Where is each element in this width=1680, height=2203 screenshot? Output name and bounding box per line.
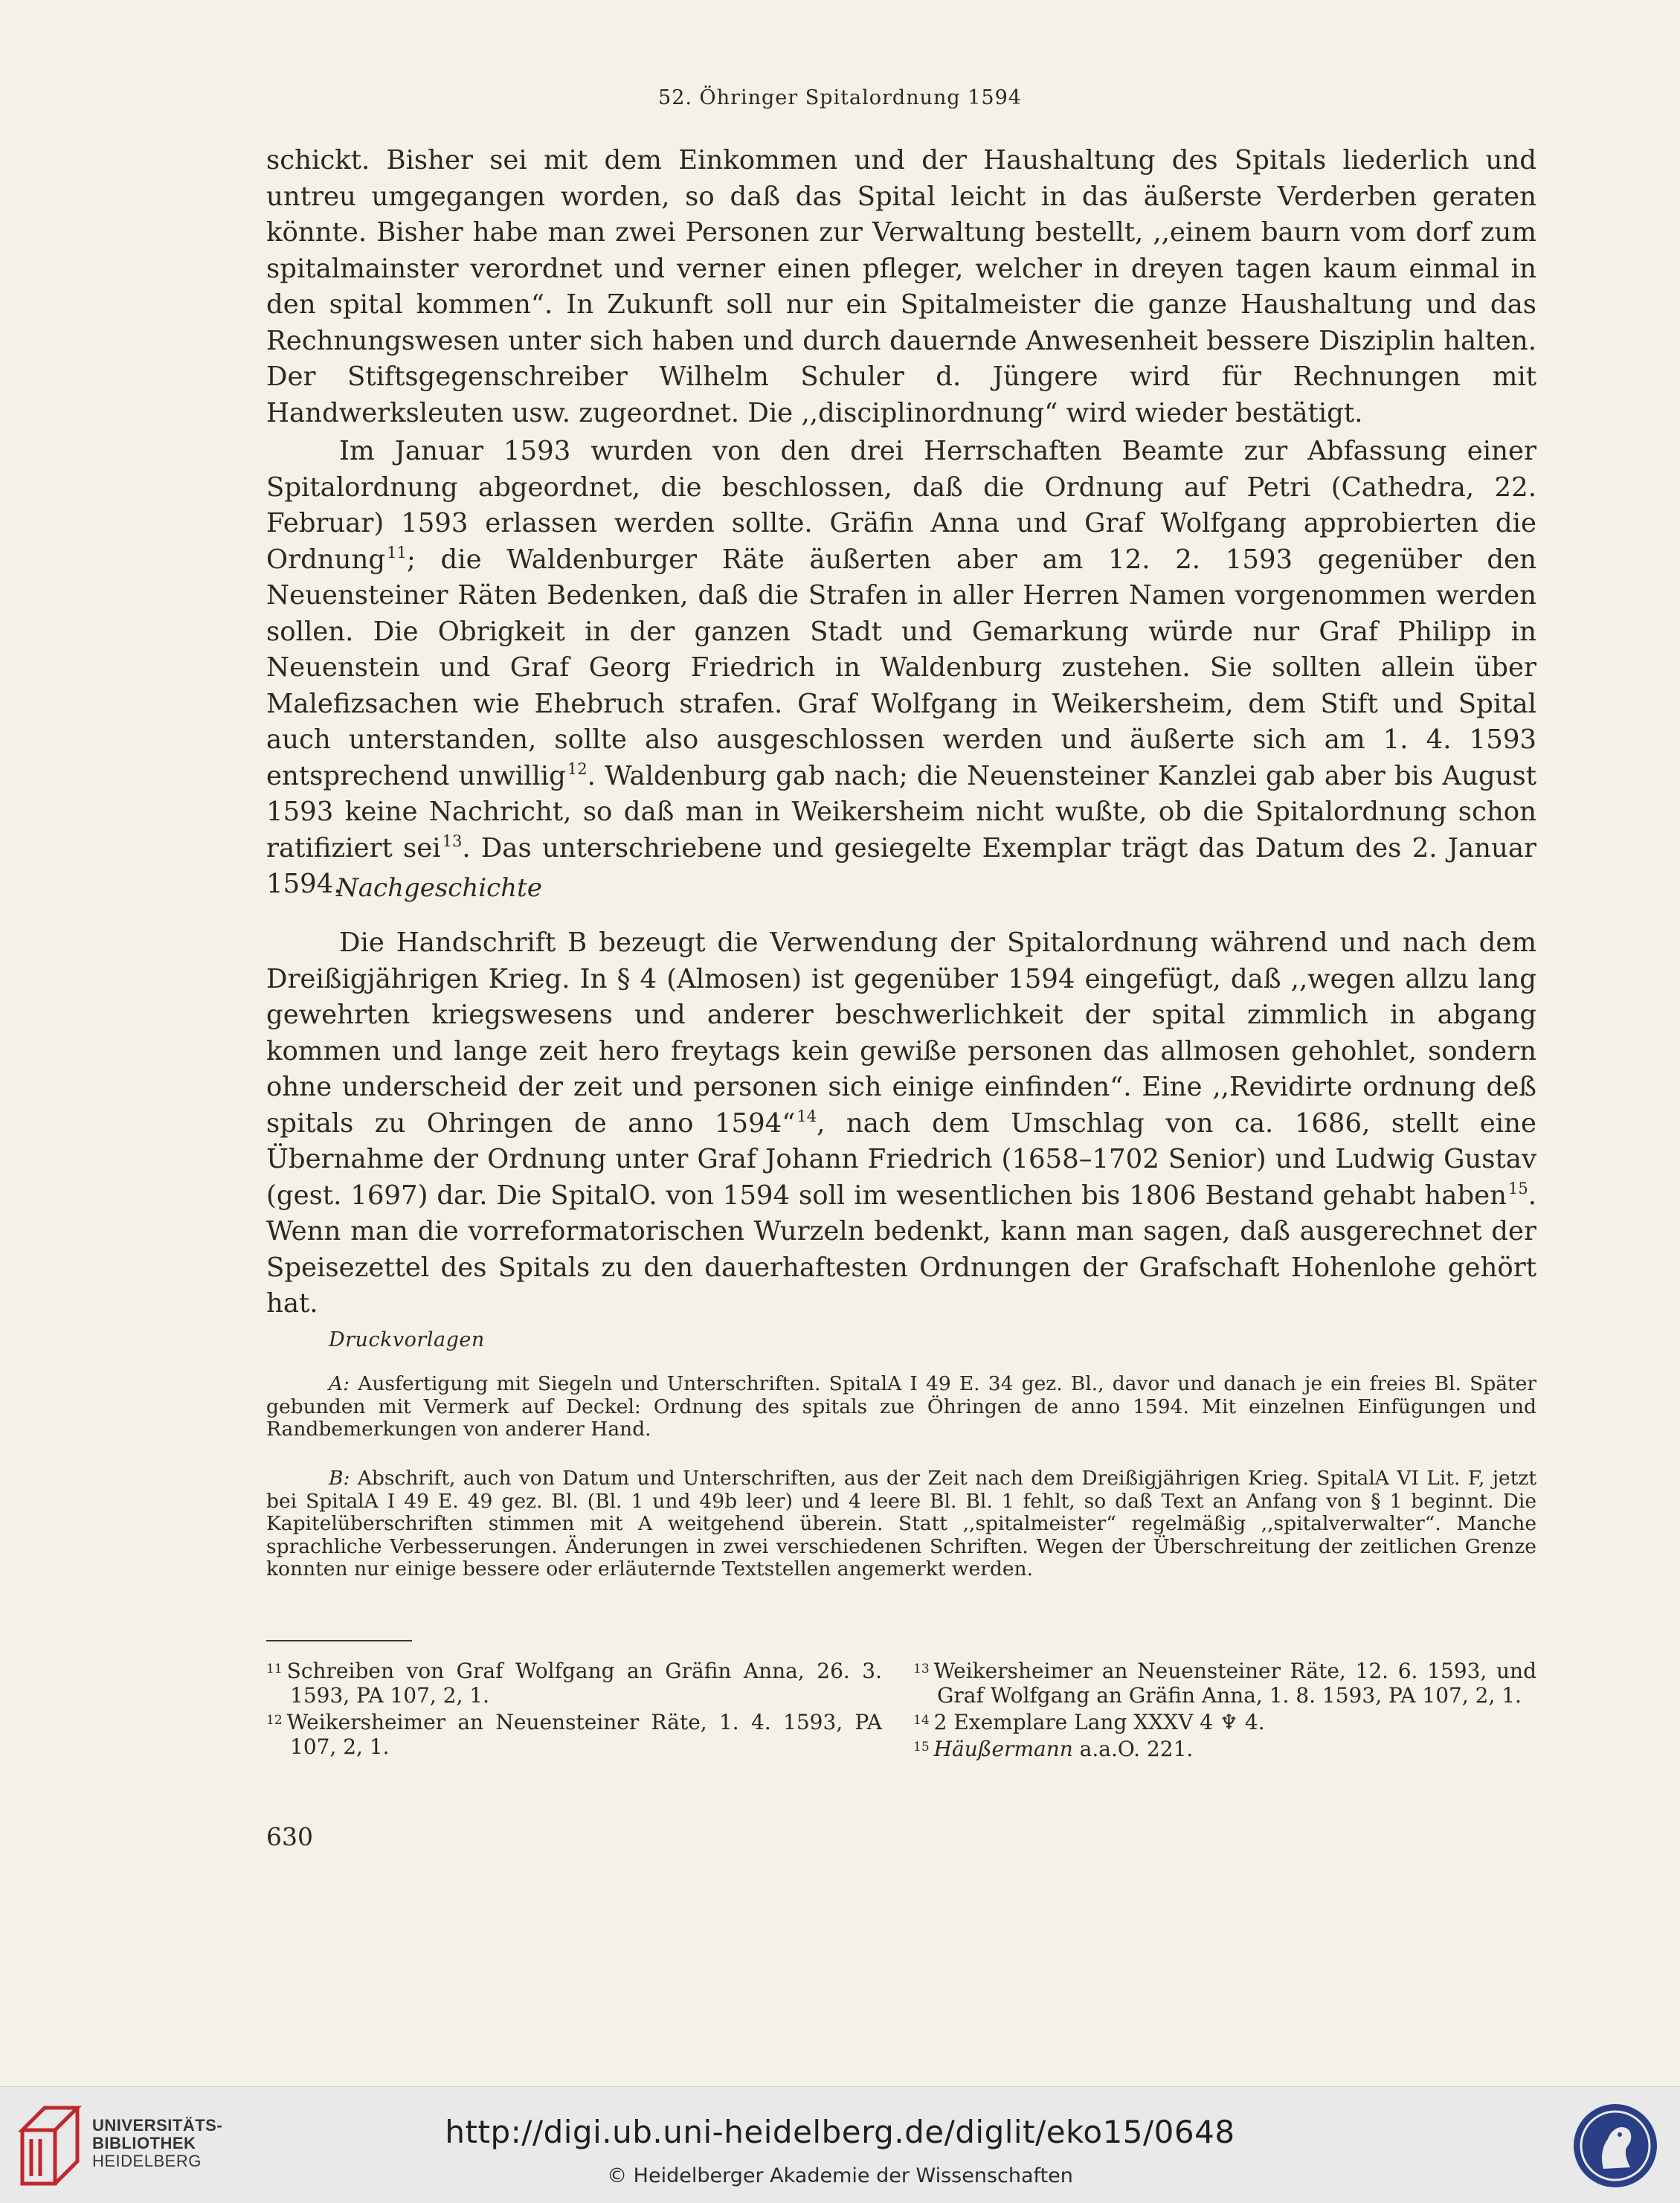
text-run: . Wenn man die vorreformatorischen Wurzeln bedenkt, kann man sagen, daß ausgerechnet der Speisezettel des Spitals zu den dauerhaftesten Ordnungen der Grafschaft Hohenlohe gehört hat. xyxy=(266,1180,1536,1319)
footnote-divider xyxy=(266,1640,412,1641)
permalink-url[interactable]: http://digi.ub.uni-heidelberg.de/diglit/eko15/0648 xyxy=(445,2114,1235,2150)
footnote-12 xyxy=(266,1710,882,1759)
university-seal-icon xyxy=(1571,2100,1660,2191)
paragraph-text xyxy=(266,925,1536,1322)
footnote-number: 11 xyxy=(266,1662,283,1676)
text-run: Im Januar 1593 wurden von den drei Herrschaften Beamte zur Abfassung einer Spitalordnung abgeordnet, die beschlossen, daß die Ordnung auf Petri (Cathedra, 22. Februar) 1593 erlassen werden sollte. Gräfin Anna und Graf Wolfgang approbierten die Ordnung xyxy=(266,436,1536,575)
page-number: 630 xyxy=(266,1822,313,1851)
text-run: . Waldenburg gab nach; die Neuensteiner Kanzlei gab aber bis August 1593 keine Nachricht, so daß man in Weikersheim nicht wußte, ob die Spitalordnung schon ratifiziert sei xyxy=(266,760,1536,863)
copyright-notice: © Heidelberger Akademie der Wissenschaften xyxy=(607,2164,1073,2187)
footnote-14 xyxy=(913,1710,1536,1734)
paragraph-spitalordnung-1593 xyxy=(266,434,1536,903)
paragraph-nachgeschichte xyxy=(266,925,1536,1322)
text-run: ; die Waldenburger Räte äußerten aber am 12. 2. 1593 gegenüber den Neuensteiner Räten Bedenken, daß die Strafen in aller Herren Namen vorgenommen werden sollen. Die Obrigkeit in der ganzen Stadt und Gemarkung würde nur Graf Philipp in Neuenstein und Graf Georg Friedrich in Waldenburg zustehen. Sie sollten allein über Malefizsachen wie Ehebruch strafen. Graf Wolfgang in Weikersheim, dem Stift und Spital auch unterstanden, sollte also ausgeschlossen werden und äußerte sich am 1. 4. 1593 entsprechend unwillig xyxy=(266,544,1536,791)
footnote-text: 2 Exemplare Lang XXXV 4 ♆ 4. xyxy=(933,1710,1265,1734)
druckvorlagen-heading: Druckvorlagen xyxy=(329,1328,485,1351)
footnote-ref-11[interactable]: 11 xyxy=(387,543,407,562)
footnote-text: Weikersheimer an Neuensteiner Räte, 1. 4. 1593, PA 107, 2, 1. xyxy=(286,1710,882,1759)
footnotes-left-column xyxy=(266,1659,882,1761)
intro-paragraph xyxy=(266,143,1536,431)
text-run: , nach dem Umschlag von ca. 1686, stellt eine Übernahme der Ordnung unter Graf Johann Friedrich (1658–1702 Senior) und Ludwig Gustav (gest. 1697) dar. Die SpitalO. von 1594 soll im wesentlichen bis 1806 Bestand gehabt haben xyxy=(266,1107,1536,1211)
intro-text: schickt. Bisher sei mit dem Einkommen und der Haushaltung des Spitals liederlich und untreu umgegangen worden, so daß das Spital leicht in das äußerste Verderben geraten könnte. Bisher habe man zwei Personen zur Verwaltung bestellt, ,,einem baurn vom dorf zum spitalmainster verordnet und verner einen pfleger, welcher in dreyen tagen kaum einmal in den spital kommen“. In Zukunft soll nur ein Spitalmeister die ganze Haushaltung und das Rechnungswesen unter sich haben und durch dauernde Anwesenheit bessere Disziplin halten. Der Stiftsgegenschreiber Wilhelm Schuler d. Jüngere wird für Rechnungen mit Handwerksleuten usw. zugeordnet. Die ,,disciplinordnung“ wird wieder bestätigt. xyxy=(266,145,1536,428)
druckvorlage-a xyxy=(266,1373,1536,1441)
logo-line-2: BIBLIOTHEK xyxy=(92,2134,196,2152)
druckvorlage-b xyxy=(266,1467,1536,1581)
siglum-a: A: xyxy=(329,1372,350,1395)
footnote-ref-15[interactable]: 15 xyxy=(1507,1179,1528,1197)
footnote-ref-13[interactable]: 13 xyxy=(442,832,463,850)
druckvorlage-b-text: Abschrift, auch von Datum und Unterschriften, aus der Zeit nach dem Dreißigjährigen Krieg. SpitalA VI Lit. F, jetzt bei SpitalA I 49 E. 49 gez. Bl. (Bl. 1 und 49b leer) und 4 leere Bl. Bl. 1 fehlt, so daß Text an Anfang von § 1 beginnt. Die Kapitelüberschriften stimmen mit A weitgehend überein. Statt ,,spitalmeister“ regelmäßig ,,spitalverwalter“. Manche sprachliche Verbesserungen. Änderungen in zwei verschiedenen Schriften. Wegen der Überschreitung der zeitlichen Grenze konnten nur einige bessere oder erläuternde Textstellen angemerkt werden. xyxy=(266,1467,1536,1580)
footnote-number: 12 xyxy=(266,1713,283,1728)
text-run: Die Handschrift B bezeugt die Verwendung der Spitalordnung während und nach dem Dreißigjährigen Krieg. In § 4 (Almosen) ist gegenüber 1594 eingefügt, daß ,,wegen allzu lang gewehrten kriegswesens und anderer beschwerlichkeit der spital zimmlich in abgang kommen und lange zeit hero freytags kein gewiße personen das allmosen gehohlet, sondern ohne underscheid der zeit und personen sich einige einfinden“. Eine ,,Revidirte ordnung deß spitals zu Ohringen de anno 1594“ xyxy=(266,927,1536,1139)
druckvorlage-a-text: Ausfertigung mit Siegeln und Unterschriften. SpitalA I 49 E. 34 gez. Bl., davor und danach je ein freies Bl. Später gebunden mit Vermerk auf Deckel: Ordnung des spitals zue Öhringen de anno 1594. Mit einzelnen Einfügungen und Randbemerkungen von anderer Hand. xyxy=(266,1372,1536,1441)
footnote-number: 13 xyxy=(913,1662,930,1676)
section-heading-nachgeschichte: Nachgeschichte xyxy=(336,873,542,903)
footnote-13 xyxy=(913,1659,1536,1708)
footnote-11 xyxy=(266,1659,882,1708)
siglum-b: B: xyxy=(329,1467,350,1490)
logo-line-1: UNIVERSITÄTS- xyxy=(92,2116,223,2135)
footnote-text: Schreiben von Graf Wolfgang an Gräfin Anna, 26. 3. 1593, PA 107, 2, 1. xyxy=(286,1659,882,1708)
footnote-ref-14[interactable]: 14 xyxy=(796,1107,817,1125)
footnote-ref-12[interactable]: 12 xyxy=(567,759,588,778)
footnote-number: 14 xyxy=(913,1713,930,1728)
paragraph-text xyxy=(266,434,1536,903)
text-run: . Das unterschriebene und gesiegelte Exemplar trägt das Datum des 2. Januar 1594. xyxy=(266,832,1536,899)
running-header: 52. Öhringer Spitalordnung 1594 xyxy=(658,86,1022,109)
footnotes-right-column xyxy=(913,1659,1536,1763)
footnote-number: 15 xyxy=(913,1740,930,1755)
footnote-author: Häußermann xyxy=(933,1737,1073,1761)
footnote-15 xyxy=(913,1737,1536,1761)
viewer-footer xyxy=(0,2086,1680,2203)
footnote-text: a.a.O. 221. xyxy=(1072,1737,1194,1761)
logo-line-3: HEIDELBERG xyxy=(92,2152,202,2170)
footnote-text: Weikersheimer an Neuensteiner Räte, 12. 6. 1593, und Graf Wolfgang an Gräfin Anna, 1. 8. 1593, PA 107, 2, 1. xyxy=(933,1659,1536,1708)
